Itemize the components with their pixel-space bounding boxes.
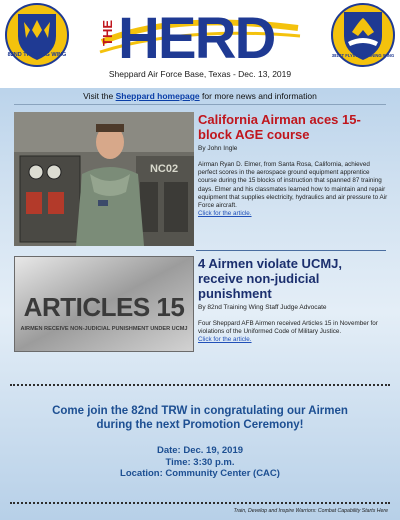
visit-suffix: for more news and information [199, 91, 317, 101]
photo-1-label: NC02 [149, 163, 179, 175]
story-1-body: Airman Ryan D. Elmer, from Santa Rosa, California, achieved perfect scores in the aerospace ground equipment apprentice course during the 15 blocks of instruction that spanned 87 training days. Elmer and his classmates learned how to maintain and repair equipment that supplies electricity, hydraulics and air pressure to Air Force aircraft. [198, 161, 388, 210]
dotted-divider-top [10, 384, 390, 386]
logo-the: THE [100, 20, 115, 46]
photo-2-title: ARTICLES 15 [23, 292, 185, 322]
the-herd-logo [92, 2, 308, 66]
story-1-byline: By John Ingle [198, 145, 238, 152]
visit-bar [0, 88, 400, 104]
story-1-article-link[interactable]: Click for the article. [198, 210, 252, 218]
story-1-title: California Airman aces 15-block AGE course [198, 112, 361, 142]
promo-location: Location: Community Center (CAC) [120, 468, 280, 479]
newsletter-subtitle: Sheppard Air Force Base, Texas - Dec. 13, 2019 [108, 69, 292, 79]
promo-title-line-1: Come join the 82nd TRW in congratulating our Airmen [52, 405, 348, 417]
header-divider [14, 104, 386, 105]
promo-title-line-2: during the next Promotion Ceremony! [96, 419, 304, 431]
right-emblem-text: 381ST FLYING TRAINING WING [331, 53, 395, 58]
visit-prefix: Visit the [83, 91, 116, 101]
82nd-training-wing-emblem [4, 2, 70, 68]
story-divider [196, 250, 386, 251]
logo-herd: HERD [118, 6, 275, 66]
newsletter-header [0, 0, 400, 88]
flying-training-wing-emblem [330, 2, 396, 68]
left-emblem-text: 82ND TRAINING WING [7, 52, 67, 58]
story-1-photo [14, 112, 194, 246]
story-1-text [198, 112, 388, 217]
promo-time: Time: 3:30 p.m. [165, 456, 235, 468]
photo-2-caption: AIRMEN RECEIVE NON-JUDICIAL PUNISHMENT UNDER UCMJ [20, 326, 188, 332]
promo-details [20, 445, 380, 480]
story-2-photo [14, 256, 194, 352]
footer-tagline: Train, Develop and Inspire Warriors: Combat Capability Starts Here [233, 508, 388, 514]
promotion-ceremony-notice [20, 404, 380, 480]
promo-date: Date: Dec. 19, 2019 [156, 445, 244, 456]
story-2-article-link[interactable]: Click for the article. [198, 336, 252, 344]
sheppard-homepage-link[interactable]: Sheppard homepage [115, 91, 200, 101]
story-2-body: Four Sheppard AFB Airmen received Articles 15 in November for violations of the Uniformed Code of Military Justice. [198, 320, 378, 336]
story-2-byline: By 82nd Training Wing Staff Judge Advocate [198, 304, 327, 311]
story-2-title: 4 Airmen violate UCMJ, receive non-judicial punishment [198, 256, 343, 301]
story-2-text [198, 256, 388, 343]
dotted-divider-bottom [10, 502, 390, 504]
